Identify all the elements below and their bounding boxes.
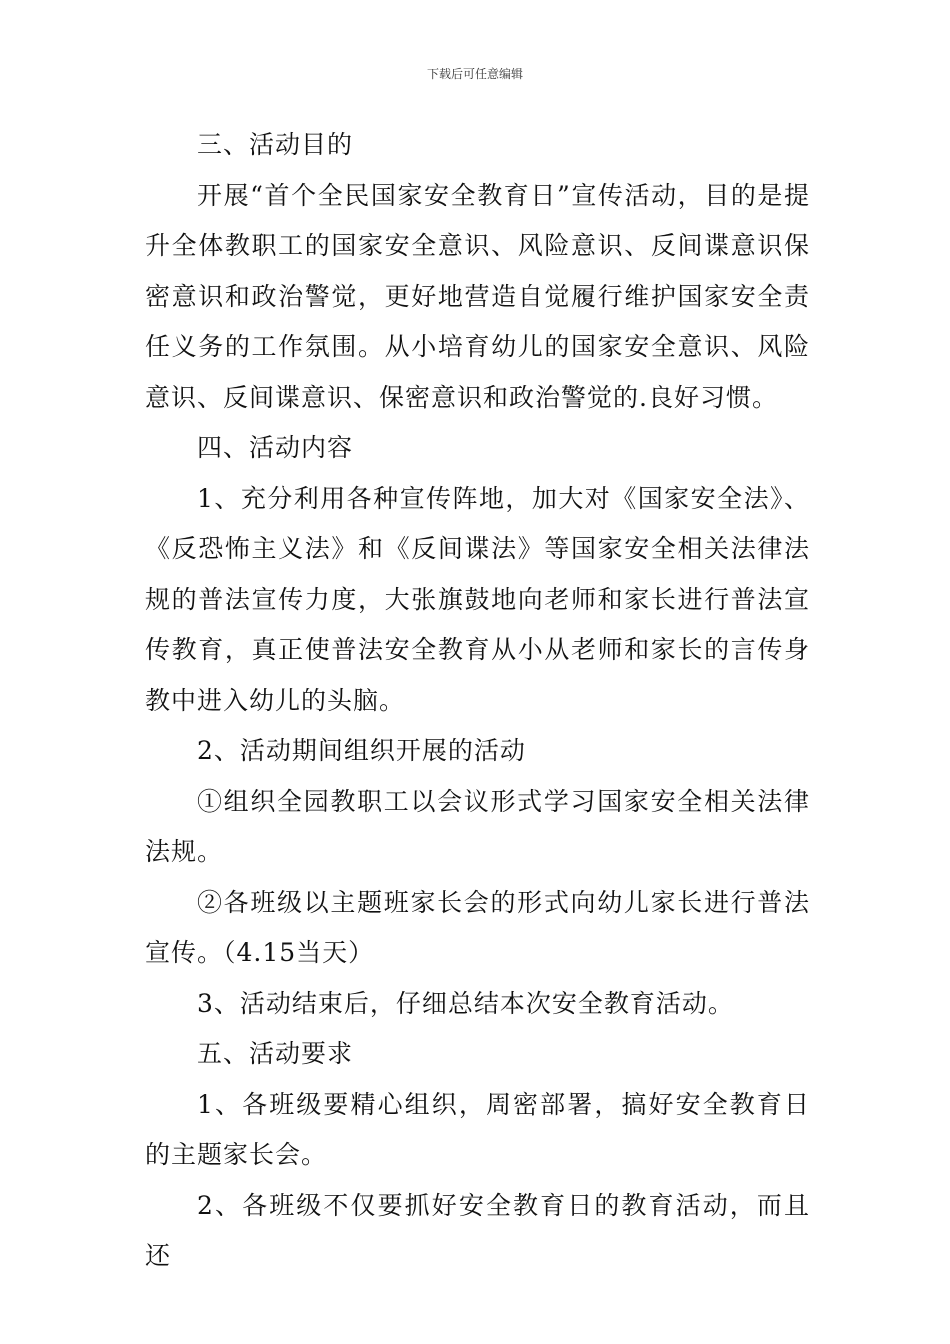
paragraph-content-2: 2、活动期间组织开展的活动 xyxy=(197,736,526,765)
paragraph-requirement-1: 1、各班级要精心组织，周密部署，搞好安全教育日的主题家长会。 xyxy=(145,1089,810,1169)
paragraph-requirement-2: 2、各班级不仅要抓好安全教育日的教育活动，而且还 xyxy=(145,1190,810,1270)
paragraph-content-1: 1、充分利用各种宣传阵地，加大对《国家安全法》、《反恐怖主义法》和《反间谍法》等国家安全相关法律法规的普法宣传力度，大张旗鼓地向老师和家长进行普法宣传教育，真正使普法安全教育从小从老师和家长的言传身教中进入幼儿的头脑。 xyxy=(145,483,810,715)
paragraph-item-2: ②各班级以主题班家长会的形式向幼儿家长进行普法宣传。（4.15当天） xyxy=(145,887,810,967)
document-body xyxy=(145,120,810,1282)
paragraph-content-3: 3、活动结束后，仔细总结本次安全教育活动。 xyxy=(197,988,734,1018)
paragraph-purpose: 开展“首个全民国家安全教育日”宣传活动，目的是提升全体教职工的国家安全意识、风险意识、反间谍意识保密意识和政治警觉，更好地营造自觉履行维护国家安全责任义务的工作氛围。从小培育幼儿的国家安全意识、风险意识、反间谍意识、保密意识和政治警觉的.良好习惯。 xyxy=(145,180,810,412)
section-heading-purpose: 三、活动目的 xyxy=(197,130,354,159)
section-heading-requirements: 五、活动要求 xyxy=(197,1039,354,1068)
page-header-note: 下载后可任意编辑 xyxy=(426,67,523,81)
section-heading-content: 四、活动内容 xyxy=(197,433,354,462)
paragraph-item-1: ①组织全园教职工以会议形式学习国家安全相关法律法规。 xyxy=(145,786,810,866)
